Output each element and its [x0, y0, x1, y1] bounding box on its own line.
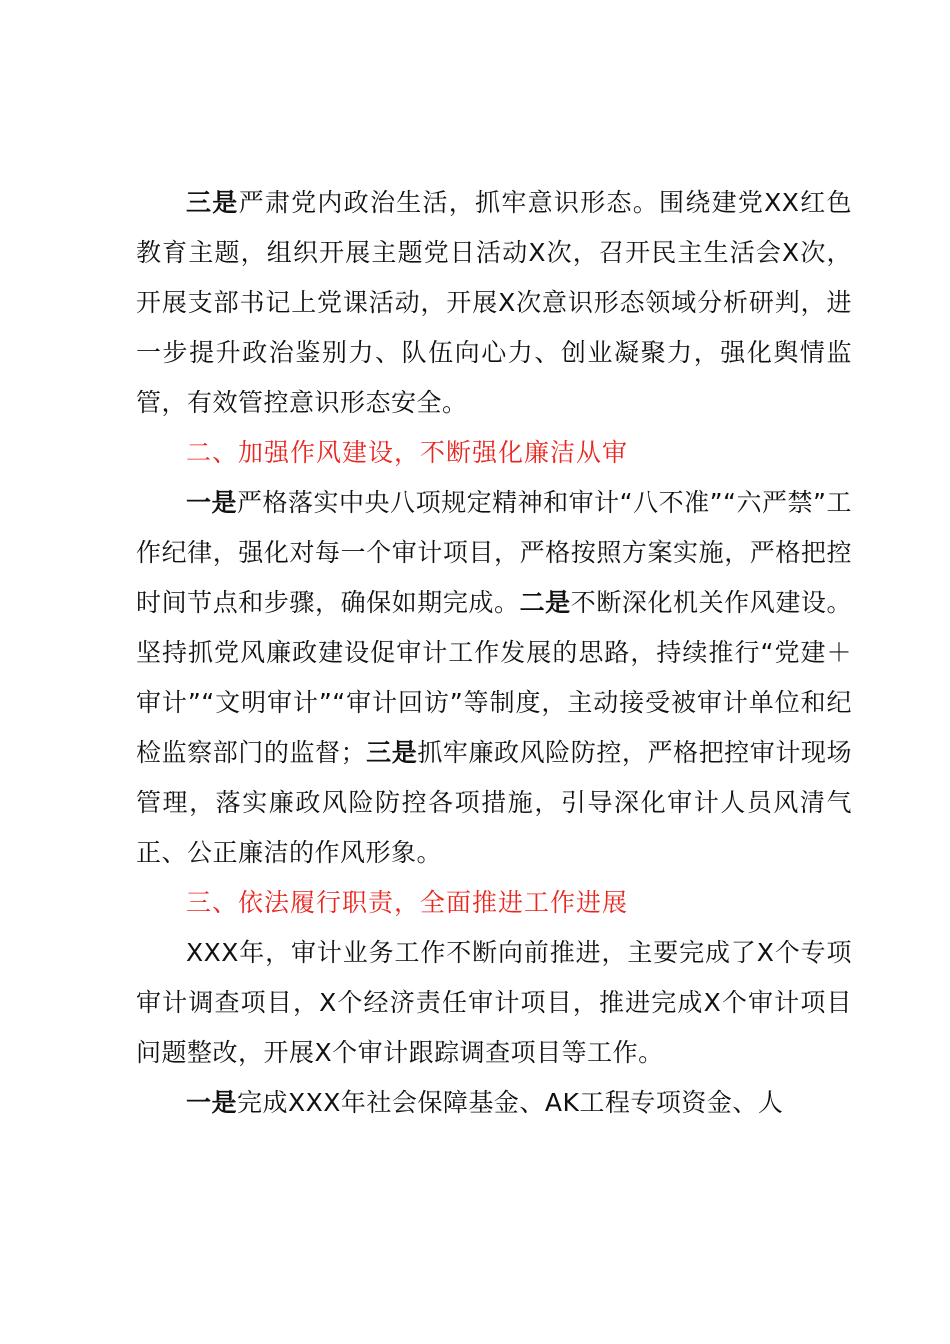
- paragraph-audit-summary: XXX年，审计业务工作不断向前推进，主要完成了X个专项审计调查项目，X个经济责任审计项目，推进完成X个审计项目问题整改，开展X个审计跟踪调查项目等工作。: [136, 938, 852, 1067]
- lead-marker: 三是: [186, 188, 239, 217]
- paragraph-text: 抓牢廉政风险防控，严格把控审计现场管理，落实廉政风险防控各项措施，引导深化审计人员风清气正、公正廉洁的作风形象。: [136, 738, 852, 867]
- paragraph-audit-first: [136, 1078, 852, 1128]
- document-body: [136, 178, 852, 1128]
- section-heading-3: 三、依法履行职责，全面推进工作进展: [186, 888, 629, 917]
- paragraph-text: 严肃党内政治生活，抓牢意识形态。围绕建党XX红色教育主题，组织开展主题党日活动X次，召开民主生活会X次，开展支部书记上党课活动，开展X次意识形态领域分析研判，进一步提升政治鉴别力、队伍向心力、创业凝聚力，强化舆情监管，有效管控意识形态安全。: [136, 188, 852, 417]
- paragraph-work-style: [136, 478, 852, 878]
- lead-marker: 一是: [186, 1088, 238, 1117]
- lead-marker: 三是: [366, 738, 418, 767]
- paragraph-political-life: [136, 178, 852, 428]
- paragraph-text: 不断深化机关作风建设。坚持抓党风廉政建设促审计工作发展的思路，持续推行“党建＋审计”“文明审计”“审计回访”等制度，主动接受被审计单位和纪检监察部门的监督；: [136, 588, 852, 767]
- lead-marker: 一是: [186, 488, 238, 517]
- paragraph-text: 完成XXX年社会保障基金、AK工程专项资金、人: [237, 1088, 784, 1117]
- lead-marker: 二是: [519, 588, 571, 617]
- section-heading-2: 二、加强作风建设，不断强化廉洁从审: [186, 438, 629, 467]
- paragraph-text: 严格落实中央八项规定精神和审计“八不准”“六严禁”工作纪律，强化对每一个审计项目，严格按照方案实施，严格把控时间节点和步骤，确保如期完成。: [136, 488, 852, 617]
